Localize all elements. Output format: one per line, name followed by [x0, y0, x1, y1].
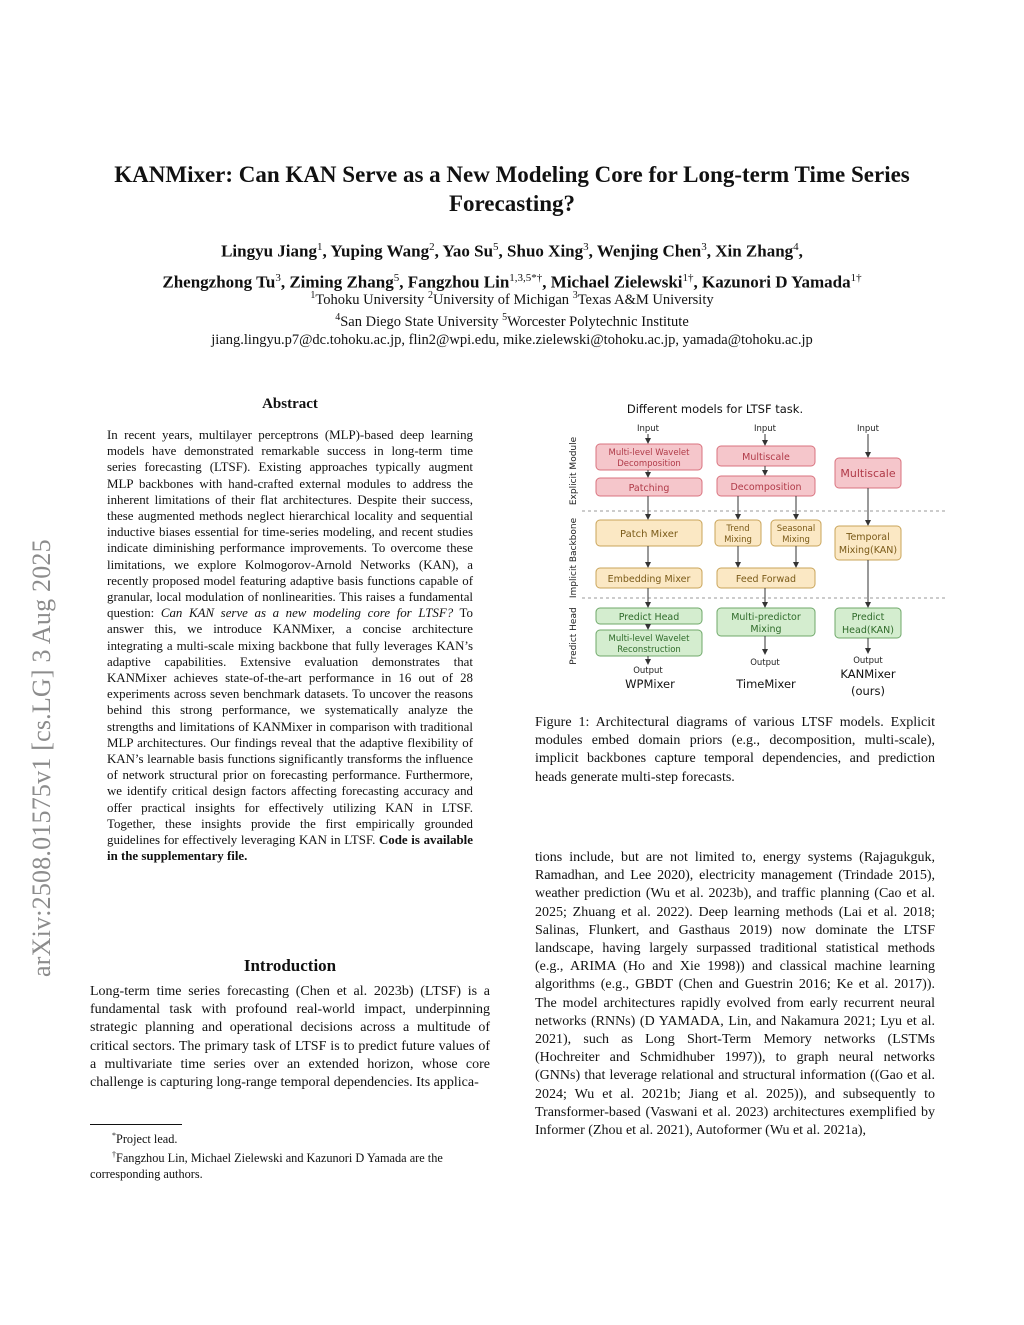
module-label: Multiscale [840, 467, 896, 480]
wpmixer-column [596, 424, 702, 691]
output-label: Output [750, 658, 780, 668]
introduction-text-continued: tions include, but are not limited to, energy systems (Rajagukguk, Ramadhan, and Lee 2020), electricity management (Trindade 2015), weather prediction (Wu et al. 2023b), and traffic planning (Cao et al. 2025; Zhuang et al. 2022). Deep learning methods (Lai et al. 2018; Salinas, Flunkert, and Gasthaus 2019) now dominate the LTSF landscape, having largely surpassed traditional statistical methods (e.g., ARIMA (Ho and Xie 1998)) and classical machine learning algorithms (e.g., GBDT (Chen and Guestrin 2016; Ke et al. 2017)). The model architectures rapidly evolved from early recurrent neural networks (RNNs) (D YAMADA, Lin, and Nakamura 2021; Lyu et al. 2021), such as Long Short-Term Memory networks (LSTMs (Hochreiter and Schmidhuber 1997)), to graph neural networks (GNNs) that leverage relational and structural information ((Gao et al. 2024; Wu et al. 2021b; Jiang et al. 2025)), and subsequently to Transformer-based (Vaswani et al. 2023) architectures exemplified by Informer (Zhou et al. 2021), Autoformer (Wu et al. 2021a), [535, 850, 935, 1139]
footnote [90, 1147, 490, 1182]
model-name-wpmixer: WPMixer [625, 677, 675, 691]
arxiv-identifier: arXiv:2508.01575v1 [cs.LG] 3 Aug 2025 [27, 539, 56, 977]
footnote-text: Project lead. [116, 1132, 178, 1147]
affiliation-sup: 4 [335, 311, 341, 323]
affiliation: University of Michigan [432, 291, 573, 308]
affiliation-sup: 2 [427, 290, 433, 301]
footnote-text: Fangzhou Lin, Michael Zielewski and Kazunori D Yamada are the corresponding authors. [90, 1151, 443, 1182]
affiliation: Worcester Polytechnic Institute [507, 313, 689, 330]
affiliation-sup: 3 [572, 290, 578, 301]
architecture-diagram [560, 398, 950, 704]
input-label: Input [856, 424, 880, 434]
author-sup: 3 [701, 241, 707, 253]
row-label-implicit: Implicit Backbone [569, 517, 579, 599]
author-sup: 2 [429, 241, 435, 253]
affiliation: San Diego State University [340, 313, 503, 330]
affiliation: Tohoku University [315, 291, 428, 308]
author-emails: jiang.lingyu.p7@dc.tohoku.ac.jp, flin2@wpi.edu, mike.zielewski@tohoku.ac.jp, yamada@tohoku.ac.jp [211, 331, 813, 348]
affiliation-sup: 5 [502, 311, 508, 323]
affiliation-line [60, 309, 964, 331]
author-sup: 5 [493, 241, 499, 253]
figure-title: Different models for LTSF task. [626, 402, 804, 416]
module-label: Mixing [782, 535, 810, 545]
row-label-explicit: Explicit Module [569, 436, 579, 506]
module-label: Multi-level Wavelet [608, 448, 690, 458]
author-sup: 1 [316, 241, 323, 253]
module-label: Mixing(KAN) [838, 545, 898, 556]
affiliation-sup: 1 [310, 290, 316, 301]
footnote-divider [90, 1124, 182, 1125]
module-label: Patching [628, 483, 670, 494]
abstract-body [107, 427, 473, 864]
row-label-head: Predict Head [569, 607, 579, 665]
code-availability: Code is available in the supplementary file. [107, 833, 473, 864]
abstract-text: In recent years, multilayer perceptrons (MLP)-based deep learning models have demonstrated remarkable success in long-term time series forecasting (LTSF). Existing approaches typically augment MLP backbones with hand-crafted external modules to address the inherent limitations of their flat architectures. Despite their success, these augmented methods neglect hierarchical locality and sequential inductive biases essential for time-series modeling, and recent studies indicate diminishing performance improvements. To overcome these limitations, we explore Kolmogorov-Arnold Networks (KAN), a recently proposed model featuring adaptive basis functions capable of granular, local modulation of nonlinearities. This raises a fundamental question: [107, 428, 473, 621]
author: Yuping Wang [330, 241, 430, 261]
affiliation: Texas A&M University [577, 291, 714, 308]
affiliation-line [60, 287, 964, 309]
module-label: Mixing [724, 535, 752, 545]
author-sup: 4 [793, 241, 799, 253]
author-list: Lingyu Jiang$^1$, Yuping Wang$^2$, Yao Su$^5$, Shuo Xing$^3$, Wenjing Chen$^3$, Xin Zhang$^4$, Zhengzhong Tu$^3$, Ziming Zhang$^5$, Fangzhou Lin$^{1,3,5*\dagger}$, Michael Zielewski$^{1\dagger}$, Kazunori D Yamada$^{1\dagger}$ [162, 241, 862, 292]
timemixer-column [715, 424, 821, 691]
footnote-mark: * [112, 1131, 116, 1140]
author-sup: 3 [583, 241, 589, 253]
module-label: Decomposition [617, 459, 681, 469]
module-label: Patch Mixer [620, 529, 678, 540]
footnotes [90, 1128, 490, 1182]
module-label: Predict [851, 612, 885, 623]
model-note-ours: (ours) [850, 684, 886, 698]
input-label: Input [636, 424, 660, 434]
paper-title: KANMixer: Can KAN Serve as a New Modeling Core for Long-term Time Series Forecasting? [114, 162, 910, 216]
author: Fangzhou Lin [407, 272, 510, 292]
figure-1-caption: Figure 1: Architectural diagrams of various LTSF models. Explicit modules embed domain priors (e.g., decomposition, multi-scale), implicit backbones capture temporal dependencies, and prediction heads generate multi-step forecasts. [535, 715, 935, 785]
module-label: Head(KAN) [842, 625, 894, 636]
author-sup: 1† [682, 271, 694, 284]
author-sup: 3 [275, 271, 281, 284]
author-sup: 1,3,5*† [509, 271, 543, 284]
module-label: Feed Forwad [735, 574, 797, 585]
author-sup: 5 [393, 271, 400, 284]
module-label: Embedding Mixer [607, 574, 691, 585]
footnote-mark: † [112, 1150, 116, 1160]
module-label: Seasonal [776, 524, 816, 534]
kanmixer-column [835, 424, 901, 698]
abstract-text: To answer this, we introduce KANMixer, a concise architecture integrating a multi-scale mixing backbone that fully leverages KAN’s adaptive capabilities. Extensive evaluation demonstrates that KANMixer achieves state-of-the-art performance in 16 out of 28 experiments across seven benchmark datasets. To uncover the reasons behind this strong performance, we systematically analyze the strengths and limitations of KANMixer in comparison with traditional MLP architectures. Our findings reveal that the adaptive flexibility of KAN’s learnable basis functions significantly transforms the influence of network structural prior on forecasting performance. Furthermore, we identify critical design factors affecting forecasting accuracy and offer practical insights for effectively utilizing KAN in LTSF. Together, these insights provide the first empirically grounded guidelines for effectively leveraging KAN in LTSF. [107, 606, 473, 848]
author: Ziming Zhang [289, 272, 394, 292]
author: Wenjing Chen [596, 241, 702, 261]
output-label: Output [633, 666, 663, 676]
author: Kazunori D Yamada [702, 272, 851, 292]
model-name-timemixer: TimeMixer [736, 677, 796, 691]
input-label: Input [753, 424, 777, 434]
introduction-heading: Introduction [243, 956, 337, 975]
module-label: Predict Head [618, 612, 680, 623]
author: Xin Zhang [715, 241, 794, 261]
module-label: Multiscale [742, 452, 790, 463]
abstract-heading: Abstract [262, 396, 318, 412]
module-label: Mixing [750, 624, 782, 635]
author: Zhengzhong Tu [162, 272, 276, 292]
introduction-text: Long-term time series forecasting (Chen et al. 2023b) (LTSF) is a fundamental task with profound real-world impact, underpinning strategic planning and operational decisions across a multitude of critical sectors. The primary task of LTSF is to predict future values of a multivariate time series over an extended horizon, whose core challenge is capturing long-range temporal dependencies. Its applica- [90, 984, 490, 1091]
affiliations [60, 287, 964, 349]
footnote [90, 1128, 490, 1147]
author: Shuo Xing [507, 241, 584, 261]
module-label: Multi-predictor [731, 612, 801, 623]
module-label: Multi-level Wavelet [608, 634, 690, 644]
output-label: Output [853, 656, 883, 666]
module-label: Trend [726, 524, 750, 534]
author: Michael Zielewski [550, 272, 683, 292]
author: Lingyu Jiang [221, 241, 317, 261]
abstract-question: Can KAN serve as a new modeling core for LTSF? [160, 606, 454, 621]
figure-1-diagram [560, 398, 950, 704]
model-name-kanmixer: KANMixer [840, 667, 896, 681]
module-label: Decomposition [730, 482, 802, 493]
module-label: Reconstruction [617, 645, 681, 655]
author: Yao Su [442, 241, 494, 261]
author-sup: 1† [850, 271, 862, 284]
module-label: Temporal [846, 532, 890, 543]
